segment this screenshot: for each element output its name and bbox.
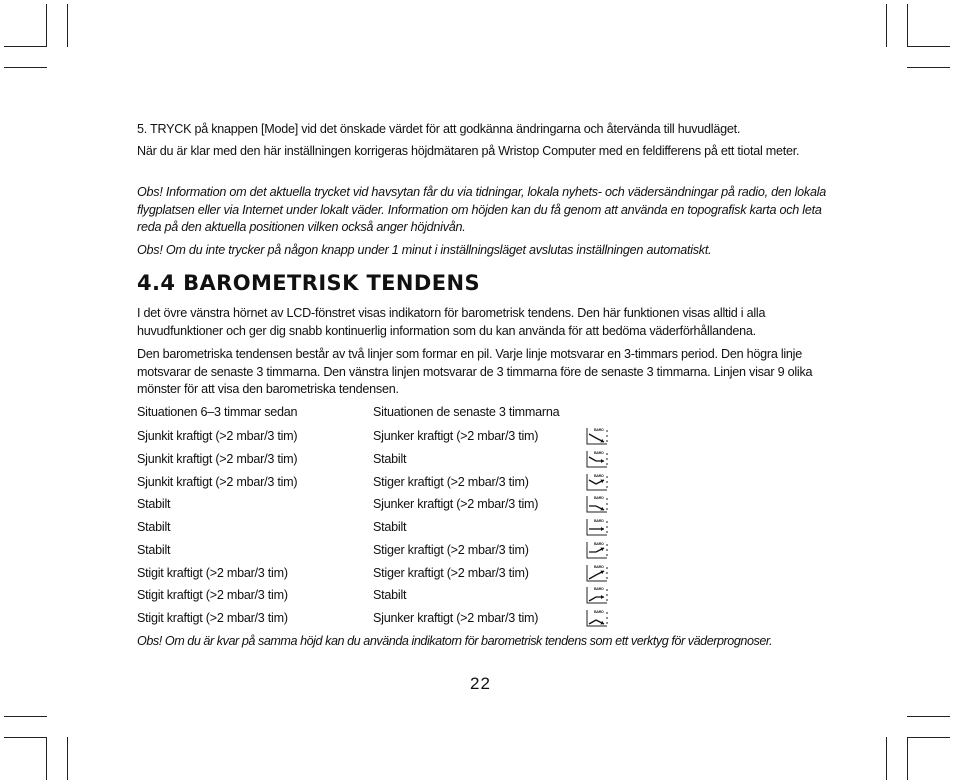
cell-recent: Stiger kraftigt (>2 mbar/3 tim) [373,543,529,557]
table-row [137,566,617,586]
header-col-previous: Situationen 6–3 timmar sedan [137,405,298,419]
baro-label: BARO [594,496,604,500]
cell-recent: Stabilt [373,452,407,466]
paragraph-arrow: Den barometriska tendensen består av två linjer som formar en pil. Varje linje motsvarar en 3-timmars period. Den högra linje motsvarar de senaste 3 timmarna. Den vänstra linjen motsvarar de 3 timmarna före de senaste 3 timmarna. Linjen visar 9 olika mönster för att visa den barometriska tendensen. [137,347,813,396]
crop-mark [4,67,47,68]
cell-previous: Stabilt [137,543,171,557]
paragraph-done: När du är klar med den här inställningen korrigeras höjdmätaren på Wristop Computer med en feldifferens på ett tiotal meter. [137,144,800,158]
cell-previous: Stigit kraftigt (>2 mbar/3 tim) [137,566,288,580]
cell-recent: Stabilt [373,520,407,534]
cell-recent: Stabilt [373,588,407,602]
baro-label: BARO [594,610,604,614]
table-row [137,611,617,631]
baro-label: BARO [594,428,604,432]
crop-mark [46,4,47,47]
table-row [137,452,617,472]
cell-previous: Stabilt [137,520,171,534]
table-row [137,588,617,608]
paragraph-intro: I det övre vänstra hörnet av LCD-fönstret visas indikatorn för barometrisk tendens. Den här funktionen visas alltid i alla huvudfunktioner och ger dig snabb kontinuerlig information som du kan använda för att bedöma väderförhållandena. [137,306,766,338]
table-header [137,405,617,425]
cell-recent: Stiger kraftigt (>2 mbar/3 tim) [373,475,529,489]
baro-trend-icon [585,585,609,605]
note-timeout: Obs! Om du inte trycker på någon knapp under 1 minut i inställningsläget avslutas inställningen automatiskt. [137,243,712,257]
baro-label: BARO [594,565,604,569]
crop-mark [46,737,47,780]
table-row [137,475,617,495]
baro-trend-icon [585,608,609,628]
cell-previous: Sjunkit kraftigt (>2 mbar/3 tim) [137,429,298,443]
baro-label: BARO [594,451,604,455]
baro-label: BARO [594,587,604,591]
note-information: Obs! Information om det aktuella trycket vid havsytan får du via tidningar, lokala nyhets- och vädersändningar på radio, den lokala flygplatsen eller via Internet under lokalt väder. Information om höjden kan du få genom att använda en topografisk karta och leta reda på den aktuella positionen vilken också anger höjdnivån. [137,185,826,234]
cell-previous: Stigit kraftigt (>2 mbar/3 tim) [137,588,288,602]
baro-trend-icon [585,517,609,537]
cell-previous: Sjunkit kraftigt (>2 mbar/3 tim) [137,452,298,466]
baro-trend-icon [585,494,609,514]
crop-mark [4,46,47,47]
cell-previous: Stigit kraftigt (>2 mbar/3 tim) [137,611,288,625]
crop-mark [907,737,950,738]
crop-mark [67,4,68,47]
crop-mark [907,716,950,717]
crop-mark [886,4,887,47]
header-col-recent: Situationen de senaste 3 timmarna [373,405,560,419]
note-tool: Obs! Om du är kvar på samma höjd kan du använda indikatorn för barometrisk tendens som ett verktyg för väderprognoser. [137,634,773,648]
crop-mark [907,67,950,68]
baro-arrow-head [601,459,604,463]
baro-arrow-head [601,595,604,599]
crop-mark [67,737,68,780]
step-5-text: 5. TRYCK på knappen [Mode] vid det önskade värdet för att godkänna ändringarna och återvända till huvudläget. [137,122,741,136]
baro-label: BARO [594,474,604,478]
baro-trend-icon [585,540,609,560]
cell-previous: Sjunkit kraftigt (>2 mbar/3 tim) [137,475,298,489]
baro-trend-icon [585,563,609,583]
baro-trend-icon [585,472,609,492]
cell-recent: Sjunker kraftigt (>2 mbar/3 tim) [373,611,539,625]
cell-previous: Stabilt [137,497,171,511]
baro-trend-icon [585,449,609,469]
cell-recent: Sjunker kraftigt (>2 mbar/3 tim) [373,497,539,511]
table-row [137,543,617,563]
cell-recent: Stiger kraftigt (>2 mbar/3 tim) [373,566,529,580]
baro-arrow-head [601,527,604,531]
baro-trend-icon [585,426,609,446]
page-number: 22 [470,674,491,693]
crop-mark [907,46,950,47]
crop-mark [907,737,908,780]
table-row [137,429,617,449]
crop-mark [4,716,47,717]
table-row [137,520,617,540]
baro-label: BARO [594,519,604,523]
table-row [137,497,617,517]
baro-label: BARO [594,542,604,546]
crop-mark [4,737,47,738]
crop-mark [886,737,887,780]
section-heading: 4.4 BAROMETRISK TENDENS [137,271,480,295]
cell-recent: Sjunker kraftigt (>2 mbar/3 tim) [373,429,539,443]
crop-mark [907,4,908,47]
